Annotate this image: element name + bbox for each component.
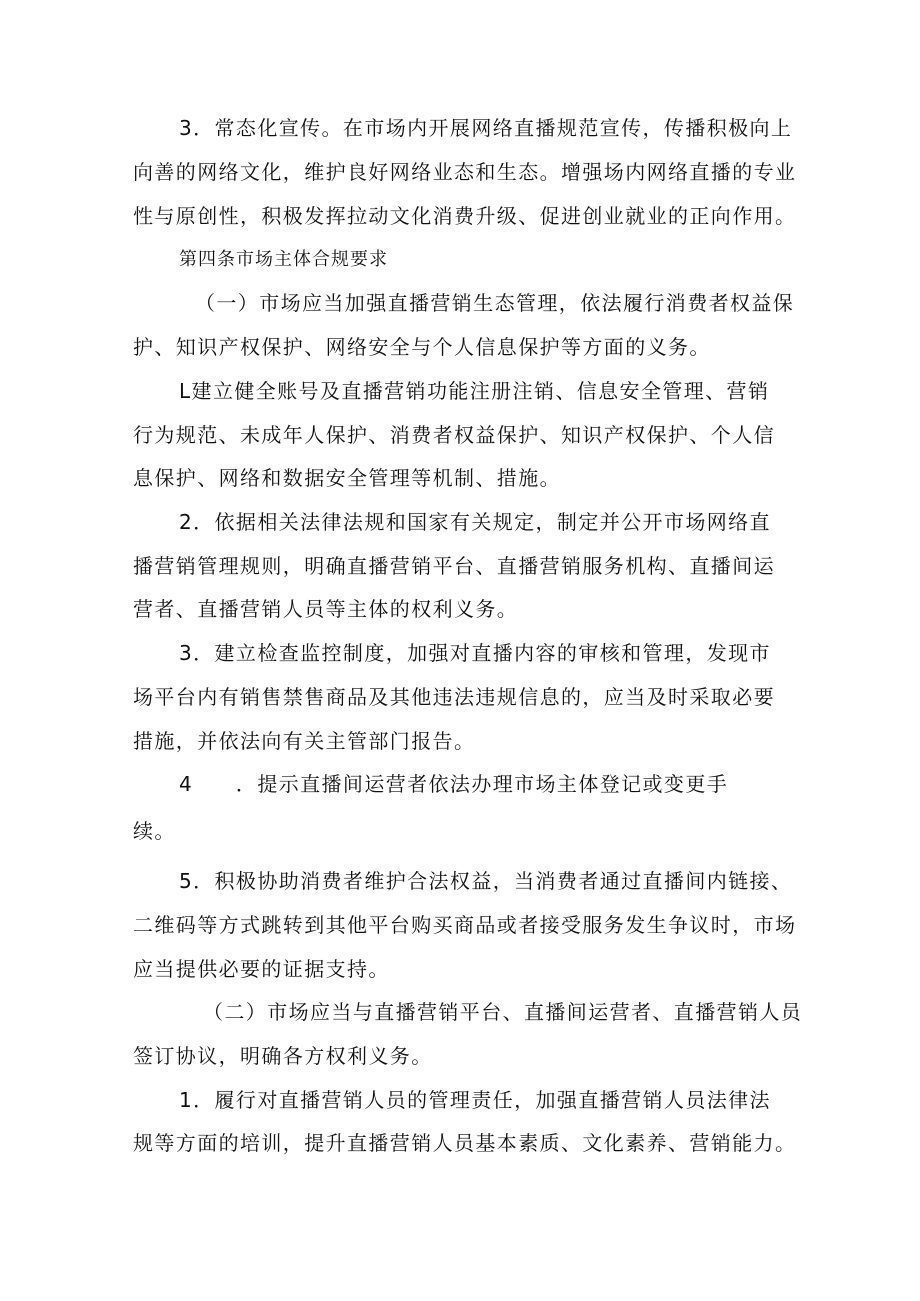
text-line: 1．履行对直播营销人员的管理责任，加强直播营销人员法律法 bbox=[179, 1088, 771, 1112]
text-line: 2．依据相关法律法规和国家有关规定，制定并公开市场网络直 bbox=[179, 510, 771, 534]
text-line: 续。 bbox=[133, 819, 176, 843]
text-line: 规等方面的培训，提升直播营销人员基本素质、文化素养、营销能力。 bbox=[133, 1131, 797, 1155]
section-heading: 第四条市场主体合规要求 bbox=[179, 249, 388, 270]
text-line: （二）市场应当与直播营销平台、直播间运营者、直播营销人员 bbox=[203, 1000, 803, 1024]
text-line: 行为规范、未成年人保护、消费者权益保护、知识产权保护、个人信 bbox=[133, 423, 775, 447]
text-line: 4 ．提示直播间运营者依法办理市场主体登记或变更手 bbox=[179, 772, 729, 796]
text-line: 3．常态化宣传。在市场内开展网络直播规范宣传，传播积极向上 bbox=[179, 116, 793, 140]
text-line: 5．积极协助消费者维护合法权益，当消费者通过直播间内链接、 bbox=[179, 869, 793, 893]
text-line: 签订协议，明确各方权利义务。 bbox=[133, 1044, 433, 1068]
text-line: 向善的网络文化，维护良好网络业态和生态。增强场内网络直播的专业 bbox=[133, 160, 797, 184]
text-line: 场平台内有销售禁售商品及其他违法违规信息的，应当及时采取必要 bbox=[133, 685, 775, 709]
text-line: L建立健全账号及直播营销功能注册注销、信息安全管理、营销 bbox=[179, 379, 770, 403]
text-line: 二维码等方式跳转到其他平台购买商品或者接受服务发生争议时，市场 bbox=[133, 913, 797, 937]
text-line: 性与原创性，积极发挥拉动文化消费升级、促进创业就业的正向作用。 bbox=[133, 204, 797, 228]
text-line: 3．建立检查监控制度，加强对直播内容的审核和管理，发现市 bbox=[179, 641, 771, 665]
text-line: 措施，并依法向有关主管部门报告。 bbox=[133, 729, 476, 753]
text-line: 播营销管理规则，明确直播营销平台、直播营销服务机构、直播间运 bbox=[133, 554, 775, 578]
text-line: （一）市场应当加强直播营销生态管理，依法履行消费者权益保 bbox=[195, 291, 795, 315]
text-line: 营者、直播营销人员等主体的权利义务。 bbox=[133, 597, 519, 621]
text-line: 应当提供必要的证据支持。 bbox=[133, 957, 390, 981]
text-line: 息保护、网络和数据安全管理等机制、措施。 bbox=[133, 466, 561, 490]
text-line: 护、知识产权保护、网络安全与个人信息保护等方面的义务。 bbox=[133, 335, 711, 359]
